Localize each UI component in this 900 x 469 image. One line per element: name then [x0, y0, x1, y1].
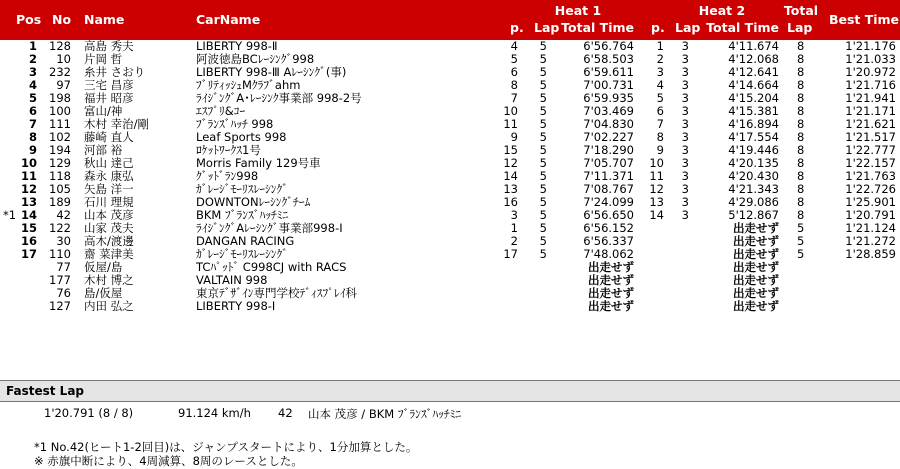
row-car-name: ﾌﾞﾘﾃｨｯｼｭMｸﾗﾌﾞahm — [196, 78, 301, 92]
row-car-no: 102 — [49, 130, 71, 144]
row-heat1-total-time: 7'00.731 — [583, 78, 634, 92]
row-heat2-total-time: 出走せず — [733, 247, 779, 261]
row-heat2-pos: 8 — [656, 130, 664, 144]
row-pos: 3 — [28, 65, 37, 79]
row-heat1-lap: 5 — [539, 169, 547, 183]
row-driver-name: 高木/渡邊 — [84, 234, 134, 248]
row-pos: 11 — [20, 169, 37, 183]
row-car-name: LIBERTY 998-Ⅰ — [196, 299, 276, 313]
row-driver-name: 木村 幸治/剛 — [84, 117, 150, 131]
row-driver-name: 秋山 達己 — [84, 156, 134, 170]
row-pos: 14 — [20, 208, 37, 222]
row-pos: 10 — [20, 156, 37, 170]
row-heat1-total-time: 出走せず — [588, 286, 634, 300]
row-heat2-pos: 6 — [656, 104, 664, 118]
row-heat2-pos: 5 — [656, 91, 664, 105]
row-car-name: ｶﾞﾚｰｼﾞﾓｰﾘｽﾚｰｼﾝｸﾞ — [196, 247, 288, 261]
row-driver-name: 富山/神 — [84, 104, 123, 118]
row-heat2-total-time: 出走せず — [733, 273, 779, 287]
row-heat1-lap: 5 — [539, 39, 547, 53]
row-heat1-lap: 5 — [539, 130, 547, 144]
row-pos: 5 — [28, 91, 37, 105]
footnote-2: ※ 赤旗中断により、4周減算、8周のレースとした。 — [34, 454, 303, 468]
row-driver-name: 糸井 さおり — [84, 65, 146, 79]
col-heat1-total-time: Total Time — [561, 20, 634, 35]
row-heat2-total-time: 出走せず — [733, 260, 779, 274]
row-heat1-total-time: 6'56.764 — [583, 39, 634, 53]
row-heat1-total-time: 6'56.337 — [583, 234, 634, 248]
row-heat2-lap: 3 — [681, 143, 689, 157]
row-pos: 9 — [28, 143, 37, 157]
row-driver-name: 藤崎 直人 — [84, 130, 134, 144]
row-driver-name: 矢島 洋一 — [84, 182, 134, 196]
row-car-name: DOWNTONﾚｰｼﾝｸﾞﾁｰﾑ — [196, 195, 311, 209]
row-total-lap: 8 — [797, 104, 805, 118]
row-car-no: 111 — [49, 117, 71, 131]
row-best-time: 1'21.033 — [845, 52, 896, 66]
row-total-lap: 8 — [797, 65, 805, 79]
row-heat2-lap: 3 — [681, 208, 689, 222]
row-car-name: 阿波徳島BCﾚｰｼﾝｸﾞ998 — [196, 52, 315, 66]
row-driver-name: 仮屋/島 — [84, 260, 123, 274]
row-pos: 16 — [20, 234, 37, 248]
col-heat1: Heat 1 — [554, 3, 602, 18]
row-heat2-total-time: 出走せず — [733, 234, 779, 248]
row-heat1-total-time: 7'08.767 — [583, 182, 634, 196]
row-heat1-total-time: 出走せず — [588, 273, 634, 287]
row-heat2-lap: 3 — [681, 182, 689, 196]
row-best-time: 1'22.726 — [845, 182, 896, 196]
row-car-name: 東京ﾃﾞｻﾞｲﾝ専門学校ﾃﾞｨｽﾌﾟﾚｲ科 — [196, 286, 357, 300]
row-best-time: 1'20.972 — [845, 65, 896, 79]
row-heat2-total-time: 4'29.086 — [728, 195, 779, 209]
fastest-lap-car-no: 42 — [278, 406, 293, 420]
row-heat2-pos: 2 — [656, 52, 664, 66]
row-heat2-pos: 13 — [649, 195, 664, 209]
row-heat1-total-time: 出走せず — [588, 299, 634, 313]
row-driver-name: 齋 菜津美 — [84, 247, 134, 261]
row-heat1-total-time: 6'58.503 — [583, 52, 634, 66]
row-best-time: 1'21.941 — [845, 91, 896, 105]
row-pos: 15 — [20, 221, 37, 235]
row-car-name: ﾗｲｼﾞﾝｸﾞA･ﾚｰｼﾝｸ事業部 998-2号 — [196, 91, 362, 105]
row-heat1-total-time: 7'04.830 — [583, 117, 634, 131]
row-heat2-lap: 3 — [681, 169, 689, 183]
row-car-no: 122 — [49, 221, 71, 235]
row-heat1-total-time: 7'11.371 — [583, 169, 634, 183]
row-heat1-total-time: 7'24.099 — [583, 195, 634, 209]
row-car-name: DANGAN RACING — [196, 234, 295, 248]
row-car-no: 42 — [56, 208, 71, 222]
row-heat1-total-time: 6'59.935 — [583, 91, 634, 105]
row-heat2-pos: 11 — [649, 169, 664, 183]
row-best-time: 1'21.716 — [845, 78, 896, 92]
row-car-no: 128 — [49, 39, 71, 53]
row-heat2-total-time: 4'15.204 — [728, 91, 779, 105]
row-heat1-total-time: 6'59.611 — [583, 65, 634, 79]
row-pos: 12 — [20, 182, 37, 196]
row-total-lap: 5 — [797, 247, 805, 261]
row-heat1-pos: 16 — [503, 195, 518, 209]
row-heat1-lap: 5 — [539, 91, 547, 105]
row-heat1-pos: 12 — [503, 156, 518, 170]
row-pos: 8 — [28, 130, 37, 144]
row-pos: 17 — [20, 247, 37, 261]
row-driver-name: 島/仮屋 — [84, 286, 123, 300]
table-row — [0, 300, 900, 313]
row-heat2-lap: 3 — [681, 65, 689, 79]
row-pos: 7 — [28, 117, 37, 131]
col-total-lap: Lap — [787, 20, 813, 35]
row-heat1-pos: 7 — [510, 91, 518, 105]
row-total-lap: 8 — [797, 91, 805, 105]
row-heat1-pos: 5 — [510, 52, 518, 66]
row-heat1-pos: 15 — [503, 143, 518, 157]
row-driver-name: 森永 康弘 — [84, 169, 134, 183]
row-heat1-lap: 5 — [539, 78, 547, 92]
row-car-name: Leaf Sports 998 — [196, 130, 287, 144]
row-car-name: LIBERTY 998-Ⅲ Aﾚｰｼﾝｸﾞ(事) — [196, 65, 347, 79]
row-heat1-lap: 5 — [539, 195, 547, 209]
row-pos: 2 — [28, 52, 37, 66]
row-heat2-total-time: 出走せず — [733, 221, 779, 235]
row-heat2-pos: 3 — [656, 65, 664, 79]
row-heat2-pos: 1 — [656, 39, 664, 53]
col-name: Name — [84, 12, 125, 27]
row-heat2-lap: 3 — [681, 39, 689, 53]
row-car-name: TCﾊﾟｯﾄﾞ C998CJ with RACS — [196, 260, 347, 274]
row-heat1-lap: 5 — [539, 104, 547, 118]
row-heat2-total-time: 4'12.068 — [728, 52, 779, 66]
fastest-lap-section — [0, 380, 900, 402]
fastest-lap-title: Fastest Lap — [6, 384, 84, 398]
row-total-lap: 8 — [797, 195, 805, 209]
row-heat2-total-time: 4'16.894 — [728, 117, 779, 131]
row-car-no: 110 — [49, 247, 71, 261]
row-heat1-lap: 5 — [539, 208, 547, 222]
row-best-time: 1'21.763 — [845, 169, 896, 183]
row-heat2-total-time: 4'17.554 — [728, 130, 779, 144]
row-heat1-pos: 4 — [510, 39, 518, 53]
row-heat1-pos: 13 — [503, 182, 518, 196]
row-car-no: 189 — [49, 195, 71, 209]
row-best-time: 1'25.901 — [845, 195, 896, 209]
row-heat1-pos: 17 — [503, 247, 518, 261]
row-heat1-lap: 5 — [539, 52, 547, 66]
row-heat2-lap: 3 — [681, 52, 689, 66]
col-heat2: Heat 2 — [698, 3, 746, 18]
row-car-no: 127 — [49, 299, 71, 313]
row-heat2-lap: 3 — [681, 104, 689, 118]
row-heat2-total-time: 4'21.343 — [728, 182, 779, 196]
row-total-lap: 8 — [797, 143, 805, 157]
row-car-no: 177 — [49, 273, 71, 287]
row-total-lap: 8 — [797, 208, 805, 222]
row-total-lap: 8 — [797, 156, 805, 170]
row-heat1-total-time: 7'18.290 — [583, 143, 634, 157]
row-car-no: 129 — [49, 156, 71, 170]
row-heat2-total-time: 4'12.641 — [728, 65, 779, 79]
row-heat2-pos: 7 — [656, 117, 664, 131]
row-total-lap: 5 — [797, 234, 805, 248]
col-no: No — [52, 12, 72, 27]
row-heat1-total-time: 7'03.469 — [583, 104, 634, 118]
row-driver-name: 山本 茂彦 — [84, 208, 134, 222]
col-best-time: Best Time — [828, 12, 900, 27]
row-driver-name: 山家 茂夫 — [84, 221, 134, 235]
row-best-time: 1'21.124 — [845, 221, 896, 235]
results-header — [0, 0, 900, 40]
footnote-1: *1 No.42(ヒート1-2回目)は、ジャンプスタートにより、1分加算とした。 — [34, 440, 418, 454]
row-car-no: 198 — [49, 91, 71, 105]
row-car-no: 97 — [56, 78, 71, 92]
row-heat1-pos: 14 — [503, 169, 518, 183]
row-car-no: 77 — [56, 260, 71, 274]
row-driver-name: 高島 秀夫 — [84, 39, 134, 53]
row-heat1-lap: 5 — [539, 182, 547, 196]
row-heat1-pos: 11 — [503, 117, 518, 131]
row-heat1-total-time: 6'56.650 — [583, 208, 634, 222]
row-car-name: Morris Family 129号車 — [196, 156, 321, 170]
row-total-lap: 8 — [797, 130, 805, 144]
row-pos: 4 — [28, 78, 37, 92]
row-heat1-pos: 3 — [510, 208, 518, 222]
row-car-no: 76 — [56, 286, 71, 300]
col-heat2-total-time: Total Time — [706, 20, 779, 35]
col-pos: Pos — [16, 12, 42, 27]
row-driver-name: 石川 理規 — [84, 195, 134, 209]
row-heat2-lap: 3 — [681, 195, 689, 209]
col-heat2-lap: Lap — [675, 20, 701, 35]
row-heat1-total-time: 7'02.227 — [583, 130, 634, 144]
col-total: Total — [783, 3, 819, 18]
col-heat1-lap: Lap — [534, 20, 560, 35]
row-pos: 13 — [20, 195, 37, 209]
row-heat2-pos: 10 — [649, 156, 664, 170]
row-heat2-pos: 9 — [656, 143, 664, 157]
row-heat2-total-time: 出走せず — [733, 299, 779, 313]
row-heat2-total-time: 5'12.867 — [728, 208, 779, 222]
row-heat1-pos: 10 — [503, 104, 518, 118]
row-best-time: 1'21.621 — [845, 117, 896, 131]
row-car-name: ﾌﾞﾗﾝｽﾞﾊｯﾁ 998 — [196, 117, 274, 131]
row-heat2-lap: 3 — [681, 130, 689, 144]
row-driver-name: 三宅 昌彦 — [84, 78, 134, 92]
row-heat2-total-time: 出走せず — [733, 286, 779, 300]
row-heat2-lap: 3 — [681, 117, 689, 131]
row-heat1-pos: 1 — [510, 221, 518, 235]
row-heat1-total-time: 7'05.707 — [583, 156, 634, 170]
row-heat2-total-time: 4'20.135 — [728, 156, 779, 170]
row-heat1-lap: 5 — [539, 221, 547, 235]
row-car-name: ﾗｲｼﾞﾝｸﾞAﾚｰｼﾝｸﾞ事業部998-Ⅰ — [196, 221, 343, 235]
row-heat2-total-time: 4'20.430 — [728, 169, 779, 183]
col-heat1-pos: p. — [510, 20, 524, 35]
row-car-name: ﾛｹｯﾄﾜｰｸｽ1号 — [196, 143, 261, 157]
row-car-no: 232 — [49, 65, 71, 79]
row-heat2-total-time: 4'11.674 — [728, 39, 779, 53]
row-heat1-lap: 5 — [539, 156, 547, 170]
row-car-name: ｸﾞｯﾄﾞﾗﾝ998 — [196, 169, 259, 183]
fastest-lap-time: 1'20.791 (8 / 8) — [44, 406, 134, 420]
row-car-no: 118 — [49, 169, 71, 183]
row-heat2-pos: 12 — [649, 182, 664, 196]
row-total-lap: 5 — [797, 221, 805, 235]
row-car-name: VALTAIN 998 — [196, 273, 268, 287]
row-car-no: 30 — [56, 234, 71, 248]
row-total-lap: 8 — [797, 169, 805, 183]
row-total-lap: 8 — [797, 182, 805, 196]
row-driver-name: 片岡 哲 — [84, 52, 123, 66]
row-driver-name: 福井 昭彦 — [84, 91, 134, 105]
row-heat1-lap: 5 — [539, 247, 547, 261]
row-car-name: ｴｽﾌﾟﾘ&ｺｰ — [196, 104, 246, 118]
row-car-name: BKM ﾌﾞﾗﾝｽﾞﾊｯﾁﾐﾆ — [196, 208, 289, 222]
row-best-time: 1'22.777 — [845, 143, 896, 157]
row-note: *1 — [3, 208, 17, 222]
row-heat1-pos: 6 — [510, 65, 518, 79]
row-heat2-pos: 14 — [649, 208, 664, 222]
row-total-lap: 8 — [797, 117, 805, 131]
row-total-lap: 8 — [797, 52, 805, 66]
row-car-no: 10 — [56, 52, 71, 66]
row-heat1-pos: 2 — [510, 234, 518, 248]
row-heat1-total-time: 7'48.062 — [583, 247, 634, 261]
row-heat2-total-time: 4'15.381 — [728, 104, 779, 118]
row-car-no: 105 — [49, 182, 71, 196]
row-heat2-lap: 3 — [681, 78, 689, 92]
col-heat2-pos: p. — [651, 20, 665, 35]
row-best-time: 1'21.517 — [845, 130, 896, 144]
row-car-name: LIBERTY 998-Ⅱ — [196, 39, 278, 53]
row-heat2-pos: 4 — [656, 78, 664, 92]
row-heat2-total-time: 4'14.664 — [728, 78, 779, 92]
row-best-time: 1'21.272 — [845, 234, 896, 248]
row-pos: 1 — [28, 39, 37, 53]
row-heat1-lap: 5 — [539, 65, 547, 79]
fastest-lap-speed: 91.124 km/h — [178, 406, 251, 420]
row-best-time: 1'21.171 — [845, 104, 896, 118]
row-total-lap: 8 — [797, 39, 805, 53]
row-heat1-total-time: 6'56.152 — [583, 221, 634, 235]
row-car-no: 194 — [49, 143, 71, 157]
row-heat2-lap: 3 — [681, 91, 689, 105]
row-heat1-pos: 9 — [510, 130, 518, 144]
row-driver-name: 内田 弘之 — [84, 299, 134, 313]
row-car-no: 100 — [49, 104, 71, 118]
row-car-name: ｶﾞﾚｰｼﾞﾓｰﾘｽﾚｰｼﾝｸﾞ — [196, 182, 288, 196]
row-heat2-total-time: 4'19.446 — [728, 143, 779, 157]
row-best-time: 1'21.176 — [845, 39, 896, 53]
row-heat2-lap: 3 — [681, 156, 689, 170]
row-pos: 6 — [28, 104, 37, 118]
row-heat1-lap: 5 — [539, 143, 547, 157]
row-best-time: 1'28.859 — [845, 247, 896, 261]
row-best-time: 1'22.157 — [845, 156, 896, 170]
row-total-lap: 8 — [797, 78, 805, 92]
row-heat1-total-time: 出走せず — [588, 260, 634, 274]
row-best-time: 1'20.791 — [845, 208, 896, 222]
row-driver-name: 木村 博之 — [84, 273, 134, 287]
col-carname: CarName — [196, 12, 261, 27]
row-heat1-lap: 5 — [539, 234, 547, 248]
row-heat1-lap: 5 — [539, 117, 547, 131]
row-driver-name: 河部 裕 — [84, 143, 123, 157]
row-heat1-pos: 8 — [510, 78, 518, 92]
fastest-lap-driver: 山本 茂彦 / BKM ﾌﾞﾗﾝｽﾞﾊｯﾁﾐﾆ — [308, 407, 462, 421]
